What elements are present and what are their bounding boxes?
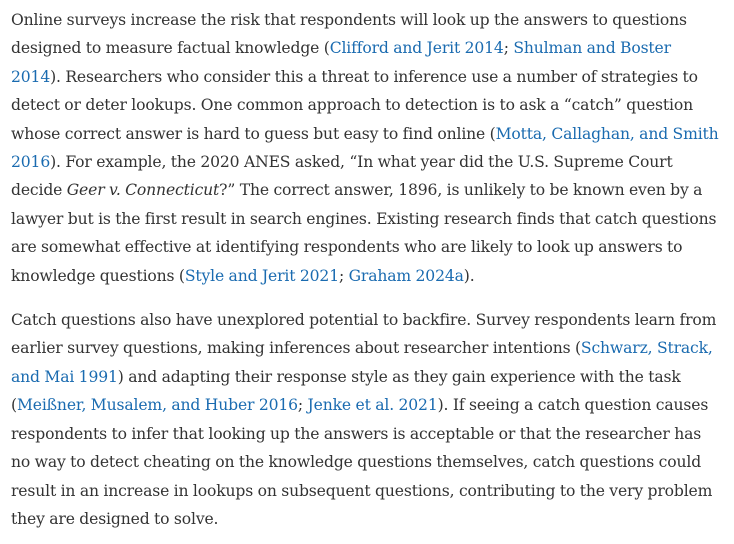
citation-separator: ;: [338, 266, 349, 285]
text-segment: ).: [463, 266, 475, 285]
paragraph-2: [11, 306, 724, 533]
citation-link-motta-callaghan-smith-2016[interactable]: Motta, Callaghan, and Smith 2016: [11, 124, 719, 172]
citation-link-jenke-2021[interactable]: Jenke et al. 2021: [307, 396, 438, 415]
case-name: Geer v. Connecticut: [66, 181, 220, 200]
citation-link-meissner-musalem-huber-2016[interactable]: Meißner, Musalem, and Huber 2016: [16, 396, 298, 415]
text-segment: ). Researchers who consider this a threat to inference use a number of strategies to detect or deter lookups. One common approach to detection is to ask a “catch” question whose correct answer is hard to guess but easy to find online (: [11, 67, 698, 143]
citation-link-style-jerit-2021[interactable]: Style and Jerit 2021: [184, 266, 339, 285]
text-segment: ). For example, the 2020 ANES asked, “In what year did the U.S. Supreme Court decide: [11, 153, 673, 200]
text-segment: ) and adapting their response style as they gain experience with the task (: [11, 367, 681, 415]
citation-separator: ;: [297, 396, 308, 415]
citation-link-clifford-jerit-2014[interactable]: Clifford and Jerit 2014: [329, 39, 504, 58]
text-segment: Catch questions also have unexplored potential to backfire. Survey respondents learn from earlier survey questions, making inferences about researcher intentions (: [11, 311, 717, 358]
text-segment: ). If seeing a catch question causes respondents to infer that looking up the answers is acceptable or that the researcher has no way to detect cheating on the knowledge questions themselves, catch questions could result in an increase in lookups on subsequent questions, contributing to the very problem they are designed to solve.: [11, 396, 713, 528]
citation-separator: ;: [503, 39, 514, 58]
citation-link-schwarz-strack-mai-1991[interactable]: Schwarz, Strack, and Mai 1991: [11, 339, 713, 386]
citation-link-graham-2024a[interactable]: Graham 2024a: [348, 266, 464, 285]
text-segment: ?” The correct answer, 1896, is unlikely to be known even by a lawyer but is the first result in search engines. Existing research finds that catch questions are somewhat effective at identifying respondents who are likely to look up answers to knowledge questions (: [11, 181, 717, 285]
text-segment: Online surveys increase the risk that respondents will look up the answers to questions designed to measure factual knowledge (: [11, 11, 687, 58]
paragraph-1: [11, 6, 724, 290]
citation-link-shulman-boster-2014[interactable]: Shulman and Boster 2014: [11, 39, 671, 86]
